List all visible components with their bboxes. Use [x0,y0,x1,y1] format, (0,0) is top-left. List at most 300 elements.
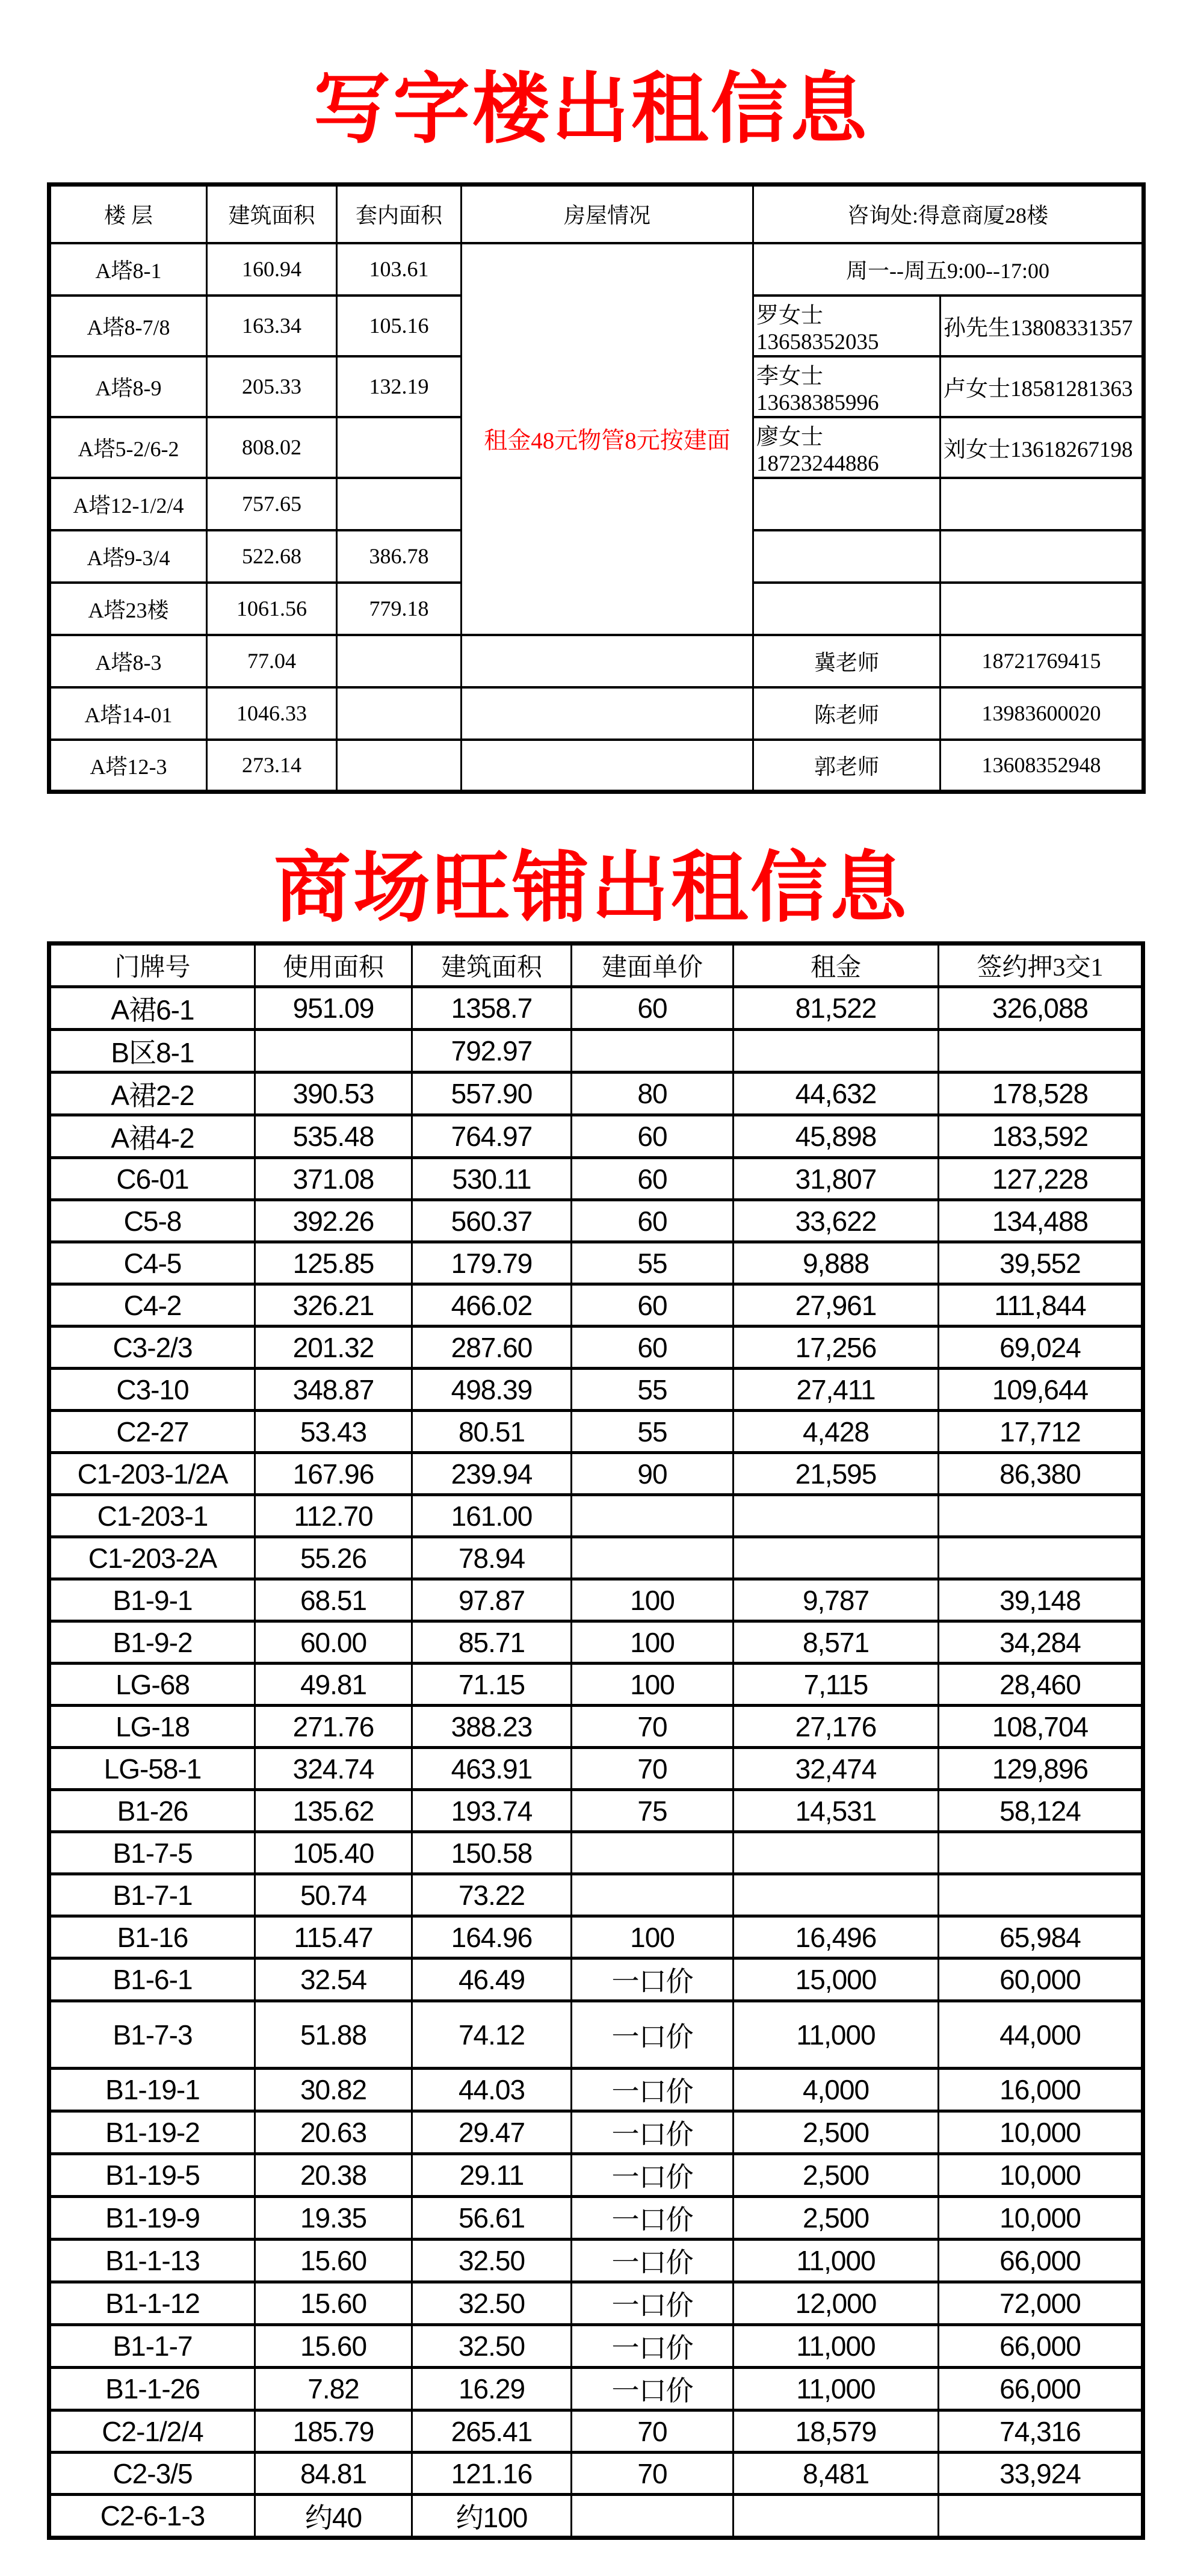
table-cell: 55.26 [255,1537,412,1579]
table-cell: 17,712 [939,1411,1143,1453]
table-cell: B1-7-5 [49,1832,255,1874]
table-cell: 105.40 [255,1832,412,1874]
table-cell: 2,500 [734,2111,939,2154]
table-row [49,2154,1143,2197]
table-cell: A塔14-01 [49,687,207,740]
table-row [49,2325,1143,2368]
table-cell: C1-203-2A [49,1537,255,1579]
table-cell: 60 [572,1284,734,1327]
table-cell: 125.85 [255,1242,412,1284]
table-cell: A塔12-3 [49,740,207,792]
table-cell: 97.87 [412,1579,572,1621]
table-cell [255,1030,412,1073]
table-cell: A塔12-1/2/4 [49,478,207,530]
table-cell: 326.21 [255,1284,412,1327]
table-cell: 90 [572,1453,734,1495]
table-cell: 522.68 [207,530,337,583]
table-cell: 792.97 [412,1030,572,1073]
table-cell: 4,428 [734,1411,939,1453]
table-cell: 178,528 [939,1073,1143,1115]
table-cell: 185.79 [255,2410,412,2453]
table-cell: 779.18 [337,583,462,635]
table-row [49,1916,1143,1958]
table-cell: 535.48 [255,1115,412,1158]
table-cell: 164.96 [412,1916,572,1958]
table-cell: B1-19-5 [49,2154,255,2197]
table-cell: 39,148 [939,1579,1143,1621]
table-cell: 324.74 [255,1748,412,1790]
table-row [49,2197,1143,2240]
table-cell: 60.00 [255,1621,412,1664]
table-row [49,1327,1143,1369]
table-cell: 11,000 [734,2001,939,2069]
table-cell: 70 [572,2410,734,2453]
table-cell: 一口价 [572,2069,734,2111]
table-cell: 15.60 [255,2325,412,2368]
table-cell: 112.70 [255,1495,412,1537]
table-cell: 2,500 [734,2154,939,2197]
table-cell [753,478,941,530]
table-cell: C1-203-1 [49,1495,255,1537]
table-cell: 150.58 [412,1832,572,1874]
table-cell: A塔23楼 [49,583,207,635]
office-rental-title: 写字楼出租信息 [313,66,869,152]
table-cell: 2,500 [734,2197,939,2240]
table-cell: 27,411 [734,1369,939,1411]
table-cell: 764.97 [412,1115,572,1158]
table-cell: 孙先生13808331357 [941,296,1144,356]
table-cell: 65,984 [939,1916,1143,1958]
table-cell: 一口价 [572,2325,734,2368]
table-row [49,2240,1143,2282]
table-cell: 100 [572,1916,734,1958]
table-cell: 32.50 [412,2282,572,2325]
table-cell: C5-8 [49,1200,255,1242]
column-header-cell: 建筑面积 [412,944,572,987]
table-cell: 44,632 [734,1073,939,1115]
table-cell: 134,488 [939,1200,1143,1242]
header-row [49,185,1144,243]
table-cell: B1-19-2 [49,2111,255,2154]
table-cell: 100 [572,1579,734,1621]
table-cell: 一口价 [572,2111,734,2154]
table-cell: 29.47 [412,2111,572,2154]
table-cell [939,1495,1143,1537]
table-cell: 51.88 [255,2001,412,2069]
table-cell: 12,000 [734,2282,939,2325]
table-cell [572,1495,734,1537]
table-cell: 卢女士18581281363 [941,356,1144,417]
table-cell: 66,000 [939,2325,1143,2368]
table-cell: 60 [572,1115,734,1158]
header-row [49,944,1143,987]
table-cell: A塔8-3 [49,635,207,687]
table-cell [941,530,1144,583]
table-row [49,1115,1143,1158]
table-row [49,987,1143,1030]
table-cell: 70 [572,2453,734,2495]
table-cell: 58,124 [939,1790,1143,1832]
table-cell: A塔9-3/4 [49,530,207,583]
table-cell: 16.29 [412,2368,572,2410]
table-cell [753,583,941,635]
table-cell [939,1832,1143,1874]
table-cell [939,1874,1143,1916]
table-cell: 廖女士18723244886 [753,417,941,478]
table-row [49,1284,1143,1327]
table-cell: 32.54 [255,1958,412,2001]
table-cell: 70 [572,1706,734,1748]
table-cell [462,635,753,687]
table-cell: 388.23 [412,1706,572,1748]
table-cell: 39,552 [939,1242,1143,1284]
table-cell: 757.65 [207,478,337,530]
table-cell: 75 [572,1790,734,1832]
table-cell: 13608352948 [941,740,1144,792]
table-cell: 29.11 [412,2154,572,2197]
table-cell: 32.50 [412,2240,572,2282]
table-cell [734,1832,939,1874]
column-header-cell: 楼 层 [49,185,207,243]
table-cell: 20.38 [255,2154,412,2197]
mall-rental-table [47,941,1145,2540]
table-cell [939,1537,1143,1579]
table-cell [337,635,462,687]
table-cell: 73.22 [412,1874,572,1916]
table-cell: 11,000 [734,2368,939,2410]
table-cell: 一口价 [572,2282,734,2325]
table-cell: 约40 [255,2495,412,2538]
table-cell: 371.08 [255,1158,412,1200]
table-cell: 60 [572,987,734,1030]
table-cell: 161.00 [412,1495,572,1537]
table-row [49,2495,1143,2538]
table-cell: 498.39 [412,1369,572,1411]
table-cell: 55 [572,1242,734,1284]
table-cell: 13983600020 [941,687,1144,740]
table-cell: C1-203-1/2A [49,1453,255,1495]
table-cell: 55 [572,1369,734,1411]
column-header-cell: 房屋情况 [462,185,753,243]
table-row [49,1030,1143,1073]
table-cell [337,417,462,478]
table-cell: 44,000 [939,2001,1143,2069]
table-row [49,1790,1143,1832]
table-row [49,635,1144,687]
table-cell: B1-9-2 [49,1621,255,1664]
table-cell: 84.81 [255,2453,412,2495]
table-cell: 69,024 [939,1327,1143,1369]
table-cell: 冀老师 [753,635,941,687]
table-cell: 135.62 [255,1790,412,1832]
table-cell: 105.16 [337,296,462,356]
table-cell: 8,571 [734,1621,939,1664]
table-cell: A裙4-2 [49,1115,255,1158]
table-row [49,1874,1143,1916]
table-cell: 70 [572,1748,734,1790]
table-cell: 66,000 [939,2368,1143,2410]
table-row [49,1706,1143,1748]
table-cell [462,740,753,792]
table-cell: 约100 [412,2495,572,2538]
table-cell: 33,924 [939,2453,1143,2495]
table-cell: 周一--周五9:00--17:00 [753,243,1144,296]
table-cell: 50.74 [255,1874,412,1916]
table-cell: 17,256 [734,1327,939,1369]
table-cell: 10,000 [939,2197,1143,2240]
table-cell: 121.16 [412,2453,572,2495]
table-cell: 60,000 [939,1958,1143,2001]
table-cell: B1-19-9 [49,2197,255,2240]
table-cell: 一口价 [572,2240,734,2282]
table-cell: 4,000 [734,2069,939,2111]
table-cell: C4-2 [49,1284,255,1327]
table-cell: 74.12 [412,2001,572,2069]
table-cell [572,1874,734,1916]
table-cell: A塔5-2/6-2 [49,417,207,478]
table-cell: 15,000 [734,1958,939,2001]
table-cell: 160.94 [207,243,337,296]
table-cell: LG-18 [49,1706,255,1748]
table-cell: B1-9-1 [49,1579,255,1621]
column-header-cell: 门牌号 [49,944,255,987]
table-cell: 100 [572,1664,734,1706]
table-cell: C2-27 [49,1411,255,1453]
column-header-cell: 使用面积 [255,944,412,987]
table-cell [734,1537,939,1579]
table-cell: 530.11 [412,1158,572,1200]
table-cell: LG-68 [49,1664,255,1706]
table-cell [572,2495,734,2538]
table-cell: A塔8-7/8 [49,296,207,356]
table-row [49,1158,1143,1200]
table-cell: 18721769415 [941,635,1144,687]
table-cell: A塔8-9 [49,356,207,417]
table-cell [572,1537,734,1579]
table-cell: 193.74 [412,1790,572,1832]
table-cell: 18,579 [734,2410,939,2453]
table-cell: 560.37 [412,1200,572,1242]
table-cell [337,740,462,792]
table-cell: 34,284 [939,1621,1143,1664]
table-cell: 115.47 [255,1916,412,1958]
table-cell: B1-7-3 [49,2001,255,2069]
table-cell [337,687,462,740]
table-row [49,2001,1143,2069]
table-cell: 271.76 [255,1706,412,1748]
table-cell: 100 [572,1621,734,1664]
table-cell: 9,888 [734,1242,939,1284]
table-cell: A塔8-1 [49,243,207,296]
table-row [49,1748,1143,1790]
table-cell [572,1030,734,1073]
table-cell: B1-1-7 [49,2325,255,2368]
table-row [49,1495,1143,1537]
table-cell: 77.04 [207,635,337,687]
table-cell: C3-2/3 [49,1327,255,1369]
table-cell: 1358.7 [412,987,572,1030]
table-cell [734,1495,939,1537]
table-cell: 109,644 [939,1369,1143,1411]
table-cell: 80.51 [412,1411,572,1453]
table-cell: 一口价 [572,2001,734,2069]
table-cell: 129,896 [939,1748,1143,1790]
table-cell: B1-1-26 [49,2368,255,2410]
table-cell: 951.09 [255,987,412,1030]
table-cell: 罗女士13658352035 [753,296,941,356]
table-row [49,2410,1143,2453]
table-cell: 一口价 [572,2197,734,2240]
table-row [49,1200,1143,1242]
office-rental-table [47,182,1146,794]
table-cell: 179.79 [412,1242,572,1284]
table-cell: C3-10 [49,1369,255,1411]
table-cell [939,1030,1143,1073]
table-row [49,687,1144,740]
table-row [49,1453,1143,1495]
table-cell: 44.03 [412,2069,572,2111]
table-cell: 陈老师 [753,687,941,740]
table-cell: 33,622 [734,1200,939,1242]
table-cell: 16,000 [939,2069,1143,2111]
table-cell: 49.81 [255,1664,412,1706]
table-cell: LG-58-1 [49,1748,255,1790]
table-cell: 273.14 [207,740,337,792]
table-cell: 一口价 [572,2154,734,2197]
table-cell: 一口价 [572,2368,734,2410]
table-cell: 30.82 [255,2069,412,2111]
table-cell [753,530,941,583]
table-row [49,1832,1143,1874]
table-cell [941,478,1144,530]
table-cell: 15.60 [255,2282,412,2325]
table-cell: 10,000 [939,2111,1143,2154]
table-row [49,1621,1143,1664]
table-cell: B1-1-13 [49,2240,255,2282]
table-cell: 27,176 [734,1706,939,1748]
table-row [49,1579,1143,1621]
table-cell: 27,961 [734,1284,939,1327]
table-cell: 78.94 [412,1537,572,1579]
table-row [49,1664,1143,1706]
table-cell: 466.02 [412,1284,572,1327]
table-row [49,1411,1143,1453]
table-cell: 127,228 [939,1158,1143,1200]
table-cell: 16,496 [734,1916,939,1958]
table-cell: 71.15 [412,1664,572,1706]
table-cell: 111,844 [939,1284,1143,1327]
table-cell: 7,115 [734,1664,939,1706]
table-cell [734,2495,939,2538]
table-cell: 李女士13638385996 [753,356,941,417]
table-cell: 287.60 [412,1327,572,1369]
table-cell: 19.35 [255,2197,412,2240]
table-cell: 20.63 [255,2111,412,2154]
table-cell: 81,522 [734,987,939,1030]
column-header-cell: 租金 [734,944,939,987]
table-cell: 7.82 [255,2368,412,2410]
table-cell: 55 [572,1411,734,1453]
table-cell: 14,531 [734,1790,939,1832]
table-cell: C6-01 [49,1158,255,1200]
column-header-cell: 套内面积 [337,185,462,243]
table-cell: 132.19 [337,356,462,417]
table-cell: 45,898 [734,1115,939,1158]
table-cell: 11,000 [734,2240,939,2282]
table-row [49,2368,1143,2410]
table-cell: 167.96 [255,1453,412,1495]
table-cell [734,1030,939,1073]
column-header-cell: 建筑面积 [207,185,337,243]
table-cell: A裙6-1 [49,987,255,1030]
table-cell: 31,807 [734,1158,939,1200]
table-cell: 348.87 [255,1369,412,1411]
mall-rental-title: 商场旺铺出租信息 [273,845,909,931]
table-cell: 46.49 [412,1958,572,2001]
table-cell: 85.71 [412,1621,572,1664]
table-cell: 11,000 [734,2325,939,2368]
table-cell: 72,000 [939,2282,1143,2325]
table-row [49,1242,1143,1284]
table-cell: 60 [572,1327,734,1369]
table-cell: B区8-1 [49,1030,255,1073]
table-cell: 326,088 [939,987,1143,1030]
table-row [49,2282,1143,2325]
table-row [49,2069,1143,2111]
table-cell: 56.61 [412,2197,572,2240]
table-cell: 205.33 [207,356,337,417]
table-row [49,243,1144,296]
table-cell [572,1832,734,1874]
table-cell: 390.53 [255,1073,412,1115]
table-cell: 租金48元物管8元按建面 [462,243,753,635]
table-cell: 463.91 [412,1748,572,1790]
table-cell: C2-1/2/4 [49,2410,255,2453]
table-cell: B1-26 [49,1790,255,1832]
table-row [49,1537,1143,1579]
table-row [49,2453,1143,2495]
table-cell [462,687,753,740]
table-cell: 一口价 [572,1958,734,2001]
table-cell: 108,704 [939,1706,1143,1748]
table-cell: 1046.33 [207,687,337,740]
table-cell: A裙2-2 [49,1073,255,1115]
table-cell: C2-6-1-3 [49,2495,255,2538]
table-cell: 103.61 [337,243,462,296]
table-cell: 80 [572,1073,734,1115]
table-cell: 163.34 [207,296,337,356]
table-cell: 201.32 [255,1327,412,1369]
table-cell: 74,316 [939,2410,1143,2453]
table-cell: 8,481 [734,2453,939,2495]
table-cell [734,1874,939,1916]
column-header-cell: 咨询处:得意商厦28楼 [753,185,1144,243]
table-cell: 183,592 [939,1115,1143,1158]
table-cell: 21,595 [734,1453,939,1495]
table-cell: 9,787 [734,1579,939,1621]
table-cell [337,478,462,530]
table-cell: 68.51 [255,1579,412,1621]
table-cell: 15.60 [255,2240,412,2282]
table-cell: B1-6-1 [49,1958,255,2001]
column-header-cell: 建面单价 [572,944,734,987]
table-cell: 28,460 [939,1664,1143,1706]
table-cell: 86,380 [939,1453,1143,1495]
table-cell [939,2495,1143,2538]
table-cell: C2-3/5 [49,2453,255,2495]
table-row [49,1958,1143,2001]
table-cell: 32,474 [734,1748,939,1790]
